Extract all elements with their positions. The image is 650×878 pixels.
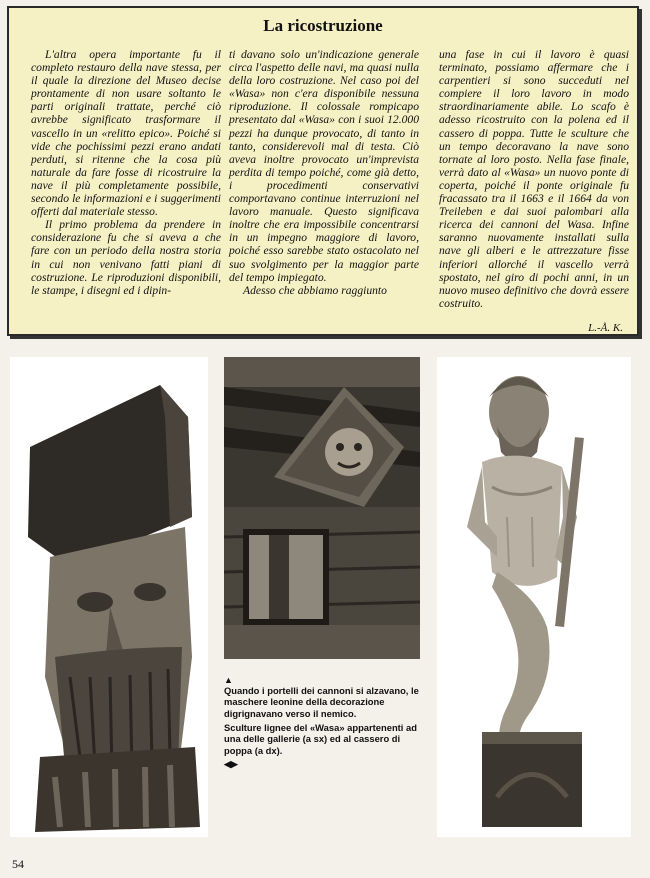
triton-sculpture-image — [437, 357, 631, 837]
arrows-left-right-icon: ◀▶ — [224, 759, 238, 770]
article-title: La ricostruzione — [263, 16, 383, 35]
photo-lion-mask-gunport — [224, 357, 420, 659]
text-column-1 — [31, 48, 221, 297]
arrow-up-icon: ▲ — [224, 675, 233, 685]
page-number: 54 — [12, 857, 24, 871]
article-box — [7, 6, 639, 336]
author-signature: L.-Å. K. — [588, 322, 623, 334]
lion-mask-image — [224, 357, 420, 659]
paragraph: Adesso che abbiamo raggiunto — [243, 283, 387, 297]
photo-bearded-head-sculpture — [10, 357, 208, 837]
photo-triton-sculpture — [437, 357, 631, 837]
caption-lion-mask — [224, 675, 429, 719]
paragraph: Il primo problema da prendere in considerazione fu che si aveva a che fare con un periodo della nostra storia in cui non venivano fatti piani di costruzione. Le riproduzioni disponibili, le stampe, i disegni ed i dipin- — [31, 218, 221, 297]
caption-text: Sculture lignee del «Wasa» appartenenti ad una delle gallerie (a sx) ed al cassero di poppa (a dx). — [224, 722, 417, 756]
caption-text: Quando i portelli dei cannoni si alzavano, le maschere leonine della decorazione digrignavano verso il nemico. — [224, 685, 419, 719]
caption-sculptures — [224, 722, 429, 769]
text-column-3 — [439, 48, 629, 310]
bearded-head-image — [10, 357, 208, 837]
paragraph: una fase in cui il lavoro è quasi terminato, possiamo affermare che i carpentieri si sono succeduti nel compiere il loro lavoro in modo straordinariamente abile. Lo scafo è adesso ricostruito con la polena ed il cassero di poppa. Tutte le sculture che un tempo decoravano la nave sono tornate al loro posto. Nella fase finale, verrà dato al «Wasa» un nuovo ponte di coperta, poiché il ponte originale fu fracassato tra il 1663 e il 1664 da von Treileben e dai suoi palombari alla ricerca dei cannoni del Wasa. Infine saranno nuovamente installati sulla nave gli alberi e le attrezzature fisse inferiori allorché il vascello verrà spostato, nel giro di pochi anni, in un nuovo museo definitivo che dovrà essere costruito. — [439, 48, 629, 310]
text-column-2 — [229, 48, 419, 297]
paragraph: L'altra opera importante fu il completo restauro della nave stessa, per il quale la direzione del Museo decise prontamente di non usare soltanto le parti originali trattate, perché ciò avrebbe significato trasformare il vascello in un «relitto epico». Poiché si vide che pochissimi pezzi erano andati perduti, si ritenne che la cosa più naturale da fare fosse di ricostruire la nave il più completamente possibile, secondo le informazioni e i suggerimenti offerti dal materiale stesso. — [31, 48, 221, 219]
paragraph: ti davano solo un'indicazione generale circa l'aspetto delle navi, ma quasi nulla della loro costruzione. Nel caso poi del «Wasa» non c'era disponibile nessuna riproduzione. Il colossale rompicapo presentato dal «Wasa» con i suoi 12.000 pezzi ha dunque provocato, di tanto in tanto, considerevoli mal di testa. Ciò aveva inoltre provocato un'imprevista perdita di tempo poiché, come già detto, i procedimenti conservativi comportavano continue interruzioni nel lavoro manuale. Questo significava inoltre che era impossibile concentrarsi in un impegno maggiore di lavoro, poiché esso sarebbe stato ostacolato nel suo svolgimento per la maggior parte del tempo impiegato. — [229, 48, 419, 284]
